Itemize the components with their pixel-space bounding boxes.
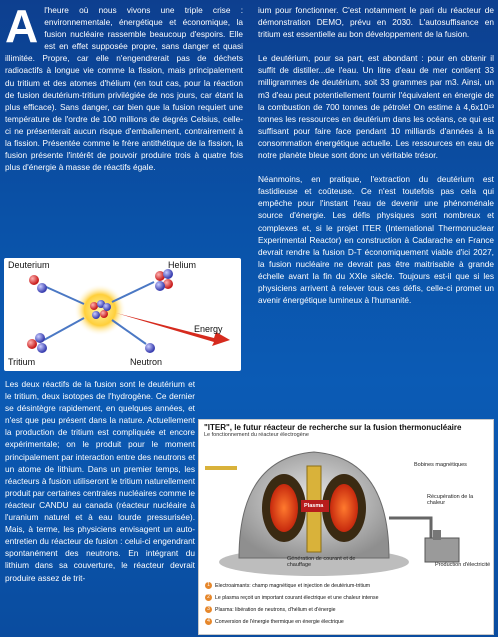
legend-text-1: Electroaimants: champ magnétique et injection de deutérium-tritium [215,582,371,589]
reaction-glow [74,284,126,336]
arrow-tritium [44,318,84,340]
power-plant [425,538,459,562]
left-column-top [5,0,243,185]
drop-cap: A [5,0,39,52]
legend-text-2: Le plasma reçoit un important courant électrique et une chaleur intense [215,594,379,601]
legend-item-2 [205,594,379,601]
arrow-neutron [112,320,146,344]
iter-label-plasma: Plasma [304,503,324,509]
iter-title: "ITER", le futur réacteur de recherche sur la fusion thermonucléaire [204,423,462,432]
iter-label-production: Production d'électricité [435,562,491,568]
tritium-neutron-1 [35,333,45,343]
deuterium-paragraph: Le deutérium, pour sa part, est abondant : pour en obtenir il suffit de distiller...de l'eau. Un litre d'eau de mer contient 33 milligrammes de deutérium, soit 33 grammes par m3. Ainsi, un m3 d'eau peut potentiellement fournir l'équivalent en énergie de la combustion de 700 tonnes de pétrole! On estime à 4,6x10¹³ tonnes les ressources en deutérium dans les océans, ce qui est suffisant pour faire face pendant 10 milliards d'années à la consommation énergétique actuelle. Les ressources en eau de notre planète bleue sont donc un véritable trésor. [258,53,494,161]
fusion-reaction-diagram [4,258,241,371]
plasma-left [270,484,298,532]
center-neutron-2 [92,311,100,319]
helium-neutron-1 [163,269,173,279]
helium-neutron-2 [155,281,165,291]
iter-figure [198,419,494,635]
legend-number-1: 1 [205,582,212,589]
center-proton-1 [90,302,98,310]
iter-label-bobines: Bobines magnétiques [414,462,467,468]
deuterium-proton [29,275,39,285]
arrow-deuterium [44,286,84,304]
right-column [258,4,494,318]
iter-label-generation: Génération de courant et de chauffage [287,556,356,568]
legend-number-3: 3 [205,606,212,613]
label-tritium: Tritium [8,357,36,367]
label-deuterium: Deuterium [8,260,50,270]
legend-text-4: Conversion de l'énergie thermique en énergie électrique [215,618,344,625]
legend-item-1 [205,582,370,589]
label-energy: Energy [194,324,223,334]
emitted-neutron [145,343,155,353]
iter-label-recuperation: Récupération de la chaleur [427,494,474,506]
fusion-diagram-svg [4,258,241,371]
tritium-paragraph: ium pour fonctionner. C'est notamment le pari du réacteur de démonstration DEMO, prévu en 2030. L'autosuffisance en tritium est essentielle au bon développement de la fusion. [258,5,494,40]
legend-item-4 [205,618,344,625]
tritium-proton [27,339,37,349]
plant-chimney [433,530,441,540]
legend-text-3: Plasma: libération de neutrons, d'hélium et d'énergie [215,606,336,613]
legend-number-2: 2 [205,594,212,601]
label-helium: Helium [168,260,197,270]
reactants-paragraph: Les deux réactifs de la fusion sont le deutérium et le tritium, deux isotopes de l'hydrogène. Ce dernier se désintègre rapidement, en quelques années, et n'est que peu présent dans la nature. Actuellement la production de tritium est compliquée et encore expérimentale; on le produit pour le moment principalement par interaction entre des neutrons et un atome de lithium. Dans un premier temps, les réacteurs à fusion utiliseront le tritium naturellement produit par certaines centrales nucléaires comme le réacteur CANDU au canada (réacteur nucléaire à l'uranium naturel et à eau lourde pressurisée). Mais, à terme, les physiciens envisagent un auto-entretien du réacteur de fusion : celui-ci engendrant spontanément des neutrons. En intégrant du lithium dans sa couverture, le réacteur devrait produire assez de trit- [5,379,195,583]
legend-number-4: 4 [205,618,212,625]
challenges-paragraph: Néanmoins, en pratique, l'extraction du deutérium est fastidieuse et coûteuse. Ce n'est toutefois pas cela qui empêche pour l'instant l'eau de devenir une phénoménale source d'énergie. Les défis physiques sont nombreux et complexes et, si le projet ITER (International Thermonuclear Experimental Reactor) en construction à Cadarache en France devrait rendre la fusion D-T économiquement viable d'ici 2027, la fusion nucléaire ne devrait pas être maitrisable à grande échelle avant la fin du XXIe siècle. Toujours est-il que si les physiciens arrivent à relever tous ces défis, celle-ci promet un avenir énergétique lumineux à l'humanité. [258,174,494,306]
deuterium-neutron [37,283,47,293]
legend-item-3 [205,606,336,613]
tritium-neutron-2 [37,343,47,353]
center-proton-2 [100,310,108,318]
plasma-right [330,484,358,532]
intro-paragraph: l'heure où nous vivons une triple crise : environnementale, énergétique et économique, la fusion nucléaire rassemble beaucoup d'espoirs. Elle est en effet supposée propre, sans danger et quasi illimitée. Propre, car elle n'engendrerait pas de déchets radioactifs à longue vie comme la fission, mais principalement du tritium et des atomes d'hélium (en tout cas, pour la réaction de fusion deutérium-tritium privilégiée de nos jours, car étant la plus efficace). Sans danger, car bien que la fusion requiert une température de l'ordre de 100 millions de degrés Celsius, celle-ci ne présenterait aucun risque d'emballement, contrairement à la fission. Présentée comme le frère antithétique de la fission, la fusion présente l'intérêt de pouvoir produire trois à quatre fois plus d'énergie à masse de réactifs égale. [5,5,243,173]
coil-indicator [205,466,237,470]
label-neutron: Neutron [130,357,163,367]
iter-subtitle: Le fonctionnement du réacteur électrogène [204,432,309,438]
center-neutron-3 [103,303,111,311]
